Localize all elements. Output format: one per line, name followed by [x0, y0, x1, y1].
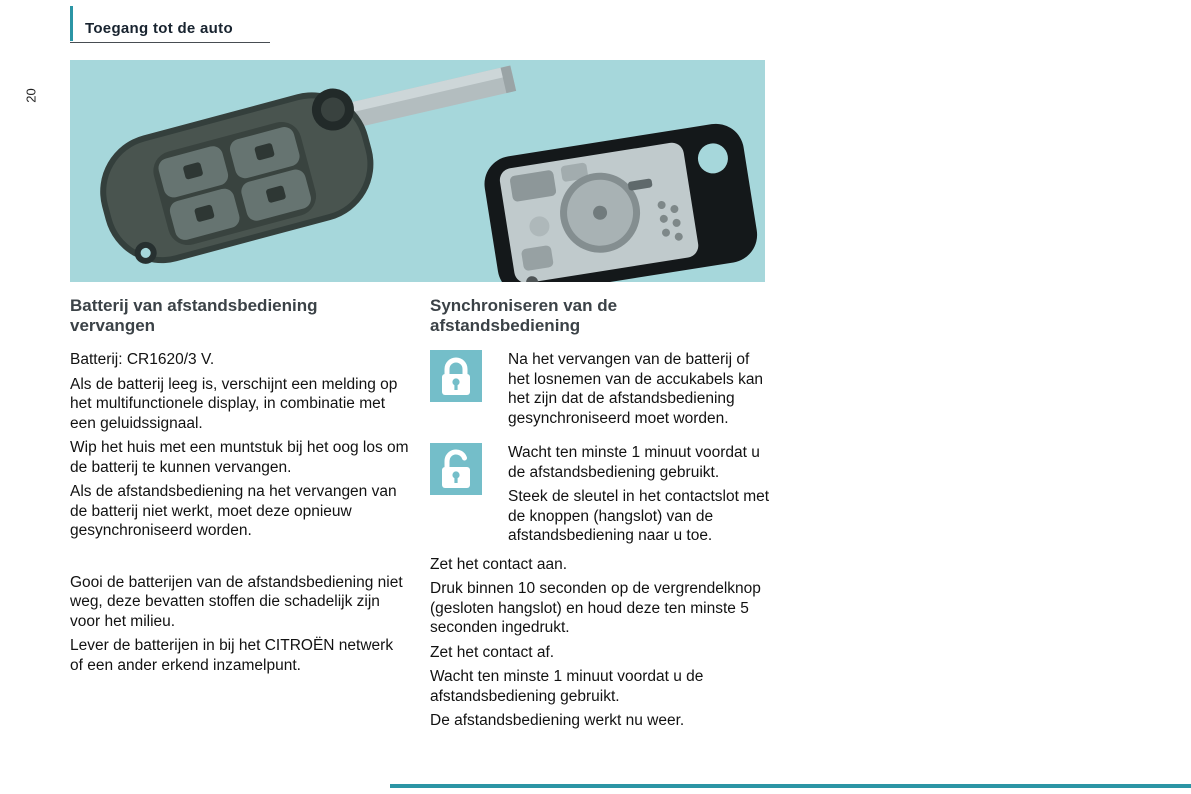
open-padlock-icon	[430, 443, 482, 495]
paragraph: Gooi de batterijen van de afstandsbediening niet weg, deze bevatten stoffen die schadelijk zijn voor het milieu.	[70, 573, 403, 630]
paragraph: Wacht ten minste 1 minuut voordat u de afstandsbediening gebruikt.	[430, 668, 704, 705]
synchronisation-section	[430, 296, 770, 736]
chapter-title: Toegang tot de auto	[85, 20, 233, 37]
paragraph: Zet het contact af.	[430, 643, 555, 661]
header-divider	[70, 42, 270, 43]
battery-replacement-section	[70, 296, 410, 680]
heading-line: Synchroniseren van de	[430, 296, 618, 315]
header-accent-bar	[70, 6, 73, 41]
paragraph: Lever de batterijen in bij het CITROËN netwerk of een ander erkend inzamelpunt.	[70, 637, 394, 674]
remote-key-illustration-svg	[70, 60, 765, 282]
paragraph: Druk binnen 10 seconden op de vergrendelknop (gesloten hangslot) en houd deze ten minste 5 seconden ingedrukt.	[430, 580, 761, 636]
paragraph: Batterij: CR1620/3 V.	[70, 351, 215, 368]
closed-padlock-icon	[430, 350, 482, 402]
paragraph: Als de batterij leeg is, verschijnt een melding op het multifunctionele display, in combinatie met een geluidssignaal.	[70, 375, 398, 432]
heading-line: vervangen	[70, 316, 156, 335]
paragraph: Als de afstandsbediening na het vervangen van de batterij niet werkt, moet deze opnieuw gesynchroniseerd worden.	[70, 483, 397, 539]
paragraph: Steek de sleutel in het contactslot met de knoppen (hangslot) van de afstandsbediening naar u toe.	[508, 488, 770, 544]
paragraph: Zet het contact aan.	[430, 555, 568, 573]
heading-line: Batterij van afstandsbediening	[70, 296, 318, 315]
unlocked-note-block	[430, 443, 770, 551]
paragraph: Wip het huis met een muntstuk bij het oog los om de batterij te kunnen vervangen.	[70, 439, 409, 476]
paragraph: Na het vervangen van de batterij of het losnemen van de accukabels kan het zijn dat de afstandsbediening gesynchroniseerd moet worden.	[508, 351, 764, 427]
heading-line: afstandsbediening	[430, 316, 581, 335]
paragraph: Wacht ten minste 1 minuut voordat u de afstandsbediening gebruikt.	[508, 444, 760, 481]
locked-note-block	[430, 350, 770, 433]
section-heading-sync	[430, 296, 770, 336]
paragraph: De afstandsbediening werkt nu weer.	[430, 712, 685, 729]
bottom-accent-line	[390, 784, 1191, 788]
page-number: 20	[23, 88, 39, 103]
section-heading-battery	[70, 296, 410, 336]
remote-key-illustration	[70, 60, 765, 282]
